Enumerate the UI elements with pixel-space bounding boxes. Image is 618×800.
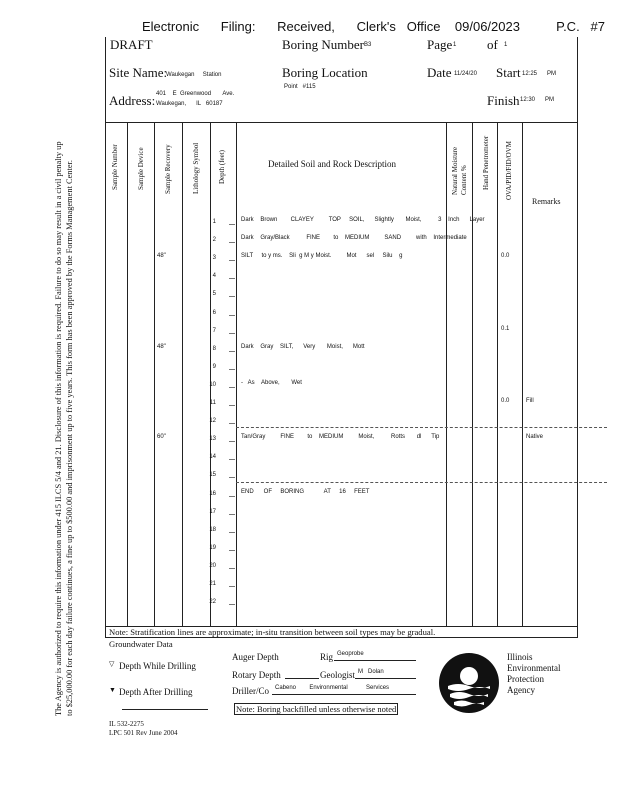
depth-tick (229, 550, 235, 551)
depth-after-drilling-label: Depth After Drilling (119, 687, 193, 697)
depth-tick (229, 405, 235, 406)
date-value: 11/24/20 (454, 71, 477, 77)
geologist-label: Geologist (320, 670, 355, 680)
col-hand-penetrometer: Hand Penetrometer (482, 135, 490, 190)
depth-tick (229, 369, 235, 370)
page-label: Page (427, 37, 453, 52)
depth-tick-label: 21 (209, 581, 216, 587)
soil-description: - As Above, Wet (241, 379, 302, 386)
rig-value: Geoprobe (337, 651, 364, 657)
depth-tick-label: 6 (212, 309, 216, 316)
depth-tick-label: 1 (212, 219, 216, 225)
legal-text-line1: The Agency is authorized to require this information under 415 ILCS 5/4 and 21. Disclosure of this information is required. Failure to do so may result in a civil penalty up (54, 141, 63, 716)
agency-line: Agency (507, 685, 535, 695)
soil-description: Tan/Gray FINE to MEDIUM Moist, Rotts dl Tip (241, 434, 440, 441)
remark-text: Native (526, 434, 544, 441)
depth-tick-label: 15 (209, 472, 216, 479)
depth-tick (229, 333, 235, 334)
auger-depth-label: Auger Depth (232, 652, 279, 662)
driller-label: Driller/Co (232, 686, 269, 696)
boring-number-label: Boring Number (282, 37, 364, 52)
rotary-depth-label: Rotary Depth (232, 670, 281, 680)
sample-recovery-value: 60" (157, 434, 166, 441)
site-name-value: Waukegan Station (166, 72, 222, 78)
date-label: Date (427, 65, 452, 80)
agency-line: Environmental (507, 663, 561, 673)
ova-reading: 0.0 (501, 253, 510, 260)
col-sample-number: Sample Number (111, 144, 119, 190)
depth-tick-label: 18 (209, 526, 216, 533)
col-depth: Depth (feet) (218, 149, 226, 184)
boring-location-value: Point #115 (284, 84, 316, 90)
boring-location-label: Boring Location (282, 65, 368, 80)
depth-tick (229, 441, 235, 442)
form-id: IL 532-2275 (109, 720, 144, 728)
depth-tick-label: 9 (212, 363, 216, 370)
rig-label: Rig (320, 652, 334, 662)
finish-value: 12:30 PM (520, 97, 555, 103)
depth-tick-label: 5 (212, 291, 216, 298)
remark-text: Fill (526, 398, 534, 404)
boring-number-value: B3 (364, 42, 372, 48)
soil-description: Dark Brown CLAYEY TOP SOIL, Slightly Moist, 3 Inch Layer (241, 217, 485, 223)
stratification-note: Note: Stratification lines are approximate; in-situ transition between soil types may be gradual. (109, 627, 436, 637)
stratification-line (236, 427, 607, 428)
sample-recovery-value: 48" (157, 253, 166, 260)
soil-description: Dark Gray/Black FINE to MEDIUM SAND with Intermediate (241, 235, 467, 242)
col-lithology-symbol: Lithology Symbol (192, 142, 200, 194)
depth-tick-label: 12 (209, 418, 216, 425)
col-sample-device: Sample Device (137, 147, 145, 190)
soil-description: SILT to y ms. Sli g M y Moist. Mot sel Silu g (241, 253, 403, 260)
col-ova: OVA/PID/FID/OVM (505, 141, 513, 200)
ova-reading: 0.1 (501, 325, 510, 332)
depth-tick-label: 19 (209, 544, 216, 551)
address-line1: 401 E Greenwood Ave. (156, 91, 235, 97)
depth-tick-label: 8 (212, 345, 216, 352)
depth-tick (229, 351, 235, 352)
legal-text-line2: to $25,000.00 for each day failure continues, a fine up to $500.00 and imprisonment up to five years. This form has been approved by the Forms Management Center. (65, 160, 74, 716)
depth-tick-label: 7 (212, 327, 216, 334)
boring-backfill-note: Note: Boring backfilled unless otherwise noted (236, 704, 397, 714)
depth-tick (229, 568, 235, 569)
depth-tick (229, 514, 235, 515)
depth-tick-label: 13 (209, 436, 216, 443)
depth-tick-label: 14 (209, 454, 216, 461)
depth-tick (229, 423, 235, 424)
depth-tick (229, 315, 235, 316)
col-natural-moisture: Natural Moisture Content % (451, 146, 468, 195)
depth-tick (229, 278, 235, 279)
stratification-line (236, 482, 607, 483)
electronic-filing-stamp: Electronic Filing: Received, Clerk's Office 09/06/2023 P.C. #7 (142, 19, 605, 34)
depth-tick (229, 477, 235, 478)
depth-tick (229, 459, 235, 460)
depth-tick-label: 2 (212, 237, 216, 244)
driller-value: Cabeno Environmental Services (275, 685, 390, 691)
depth-tick-label: 11 (209, 400, 216, 406)
depth-tick (229, 387, 235, 388)
iepa-logo (438, 652, 500, 714)
draft-label: DRAFT (110, 37, 153, 52)
address-line2: Waukegan, IL 60187 (156, 101, 223, 107)
sample-recovery-value: 48" (157, 343, 166, 350)
depth-tick (229, 586, 235, 587)
depth-tick-label: 3 (212, 255, 216, 262)
of-value: 1 (504, 42, 508, 48)
depth-tick (229, 532, 235, 533)
finish-label: Finish (487, 93, 520, 108)
water-level-icon: ▼ (109, 686, 116, 694)
site-name-label: Site Name: (109, 65, 168, 80)
agency-line: Protection (507, 674, 544, 684)
col-sample-recovery: Sample Recovery (164, 144, 172, 194)
water-level-icon: ▽ (109, 660, 115, 668)
of-label: of (487, 37, 498, 52)
form-revision: LPC 501 Rev June 2004 (109, 729, 178, 737)
address-label: Address: (109, 93, 156, 108)
depth-tick-label: 20 (209, 562, 216, 569)
depth-tick (229, 604, 235, 605)
start-label: Start (496, 65, 521, 80)
soil-description: END OF BORING AT 16 FEET (241, 488, 370, 495)
depth-tick-label: 22 (209, 599, 216, 606)
depth-while-drilling-label: Depth While Drilling (119, 661, 196, 671)
soil-description: Dark Gray SILT, Very Moist, Mott (241, 343, 365, 350)
agency-name (507, 652, 561, 696)
depth-tick-label: 16 (209, 490, 216, 497)
depth-tick-label: 17 (209, 508, 216, 515)
page-value: 1 (453, 42, 457, 48)
ova-reading: 0.0 (501, 398, 510, 404)
agency-line: Illinois (507, 652, 533, 662)
start-value: 12:25 PM (522, 71, 557, 77)
col-description: Detailed Soil and Rock Description (268, 159, 396, 169)
depth-tick (229, 224, 235, 225)
depth-tick (229, 260, 235, 261)
depth-tick (229, 296, 235, 297)
depth-tick (229, 496, 235, 497)
depth-tick-label: 10 (209, 381, 216, 388)
geologist-value: M Dolan (358, 669, 384, 675)
depth-tick-label: 4 (212, 273, 216, 280)
col-remarks: Remarks (532, 197, 561, 206)
depth-tick (229, 242, 235, 243)
groundwater-data-label: Groundwater Data (109, 639, 173, 649)
